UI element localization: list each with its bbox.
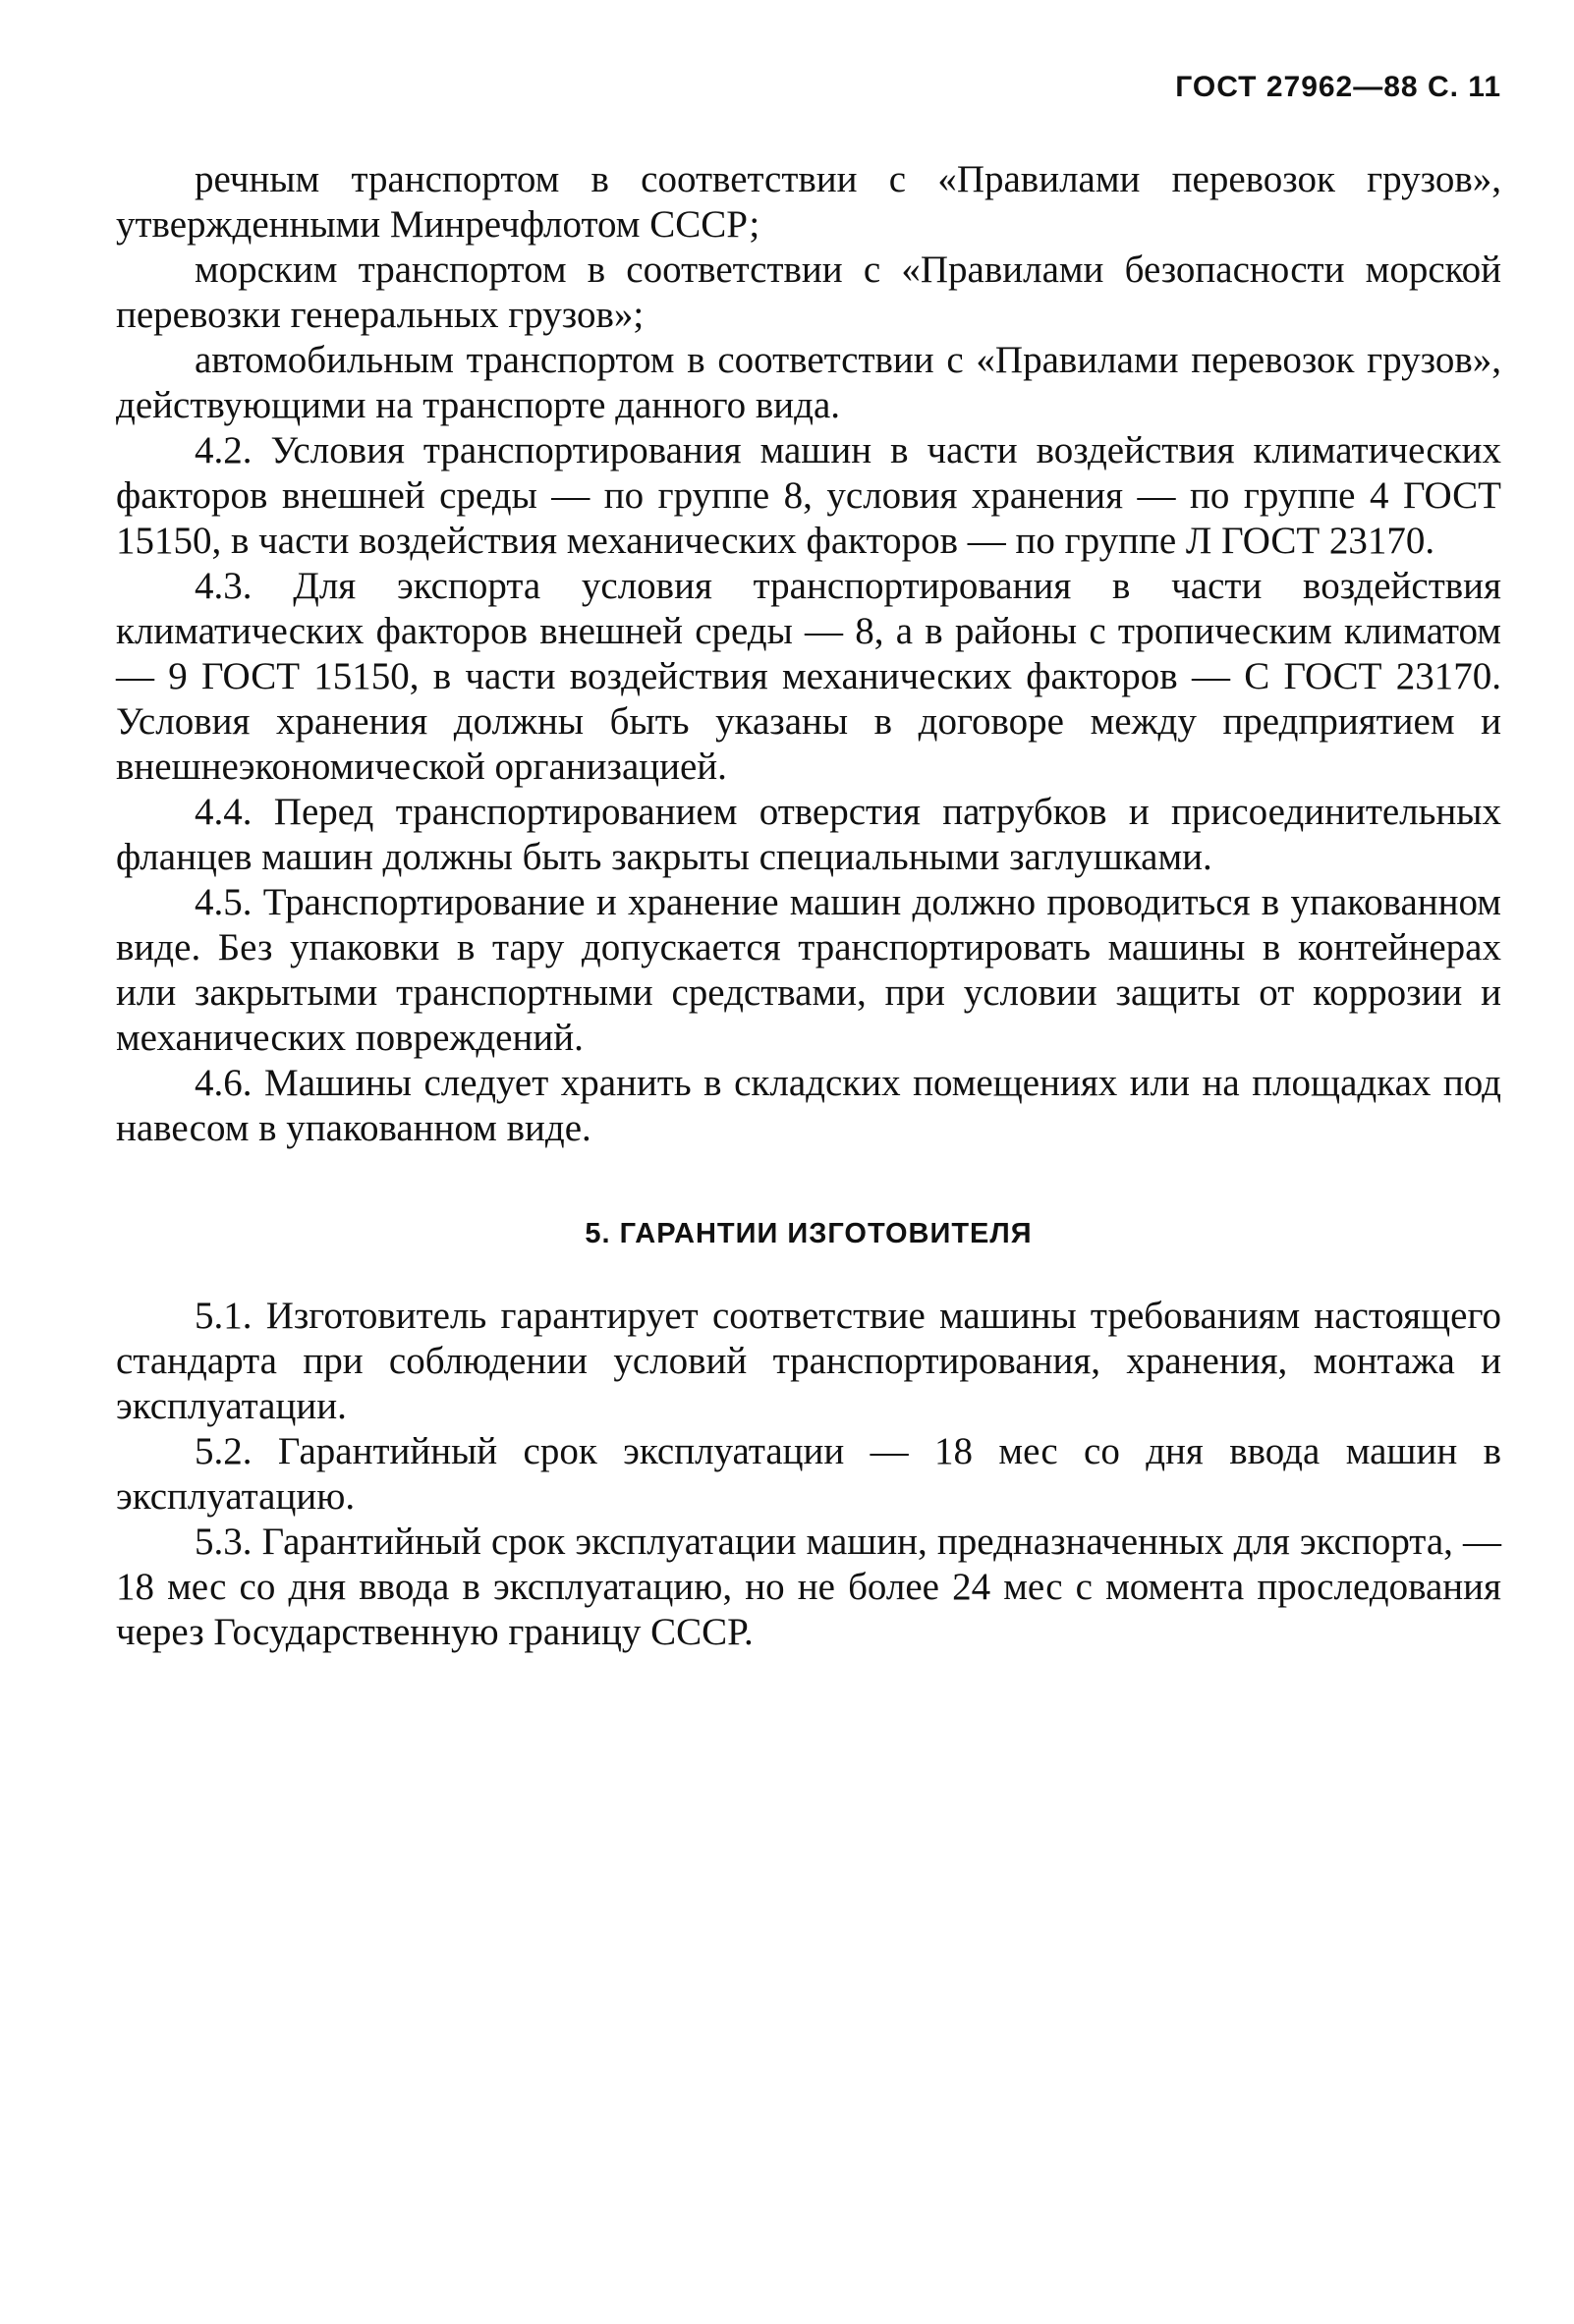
- paragraph-5-2: 5.2. Гарантийный срок эксплуатации — 18 мес со дня ввода машин в эксплуатацию.: [116, 1430, 1501, 1518]
- paragraph-river-transport: речным транспортом в соответствии с «Правилами перевозок грузов», утвержденными Минречфлотом СССР;: [116, 158, 1501, 246]
- page-header-doc-ref: ГОСТ 27962—88 С. 11: [1175, 71, 1501, 103]
- paragraph-5-3: 5.3. Гарантийный срок эксплуатации машин, предназначенных для экспорта, — 18 мес со дня ввода в эксплуатацию, но не более 24 мес с момента проследования через Государственную границу СССР.: [116, 1521, 1501, 1653]
- paragraph-4-5: 4.5. Транспортирование и хранение машин должно проводиться в упакованном виде. Без упаковки в тару допускается транспортировать машины в контейнерах или закрытыми транспортными средствами, при условии защиты от коррозии и механических повреждений.: [116, 881, 1501, 1059]
- paragraph-sea-transport: морским транспортом в соответствии с «Правилами безопасности морской перевозки генеральных грузов»;: [116, 249, 1501, 336]
- paragraph-4-6: 4.6. Машины следует хранить в складских помещениях или на площадках под навесом в упакованном виде.: [116, 1062, 1501, 1149]
- paragraph-4-4: 4.4. Перед транспортированием отверстия патрубков и присоединительных фланцев машин должны быть закрыты специальными заглушками.: [116, 791, 1501, 878]
- document-body: [116, 157, 1501, 1655]
- section-heading-manufacturer-guarantees: 5. ГАРАНТИИ ИЗГОТОВИТЕЛЯ: [585, 1218, 1033, 1249]
- paragraph-4-3: 4.3. Для экспорта условия транспортирования в части воздействия климатических факторов внешней среды — 8, а в районы с тропическим климатом — 9 ГОСТ 15150, в части воздействия механических факторов — С ГОСТ 23170. Условия хранения должны быть указаны в договоре между предприятием и внешнеэкономической организацией.: [116, 565, 1501, 788]
- paragraph-road-transport: автомобильным транспортом в соответствии с «Правилами перевозок грузов», действующими на транспорте данного вида.: [116, 339, 1501, 426]
- paragraph-4-2: 4.2. Условия транспортирования машин в части воздействия климатических факторов внешней среды — по группе 8, условия хранения — по группе 4 ГОСТ 15150, в части воздействия механических факторов — по группе Л ГОСТ 23170.: [116, 429, 1501, 562]
- paragraph-5-1: 5.1. Изготовитель гарантирует соответствие машины требованиям настоящего стандарта при соблюдении условий транспортирования, хранения, монтажа и эксплуатации.: [116, 1295, 1501, 1427]
